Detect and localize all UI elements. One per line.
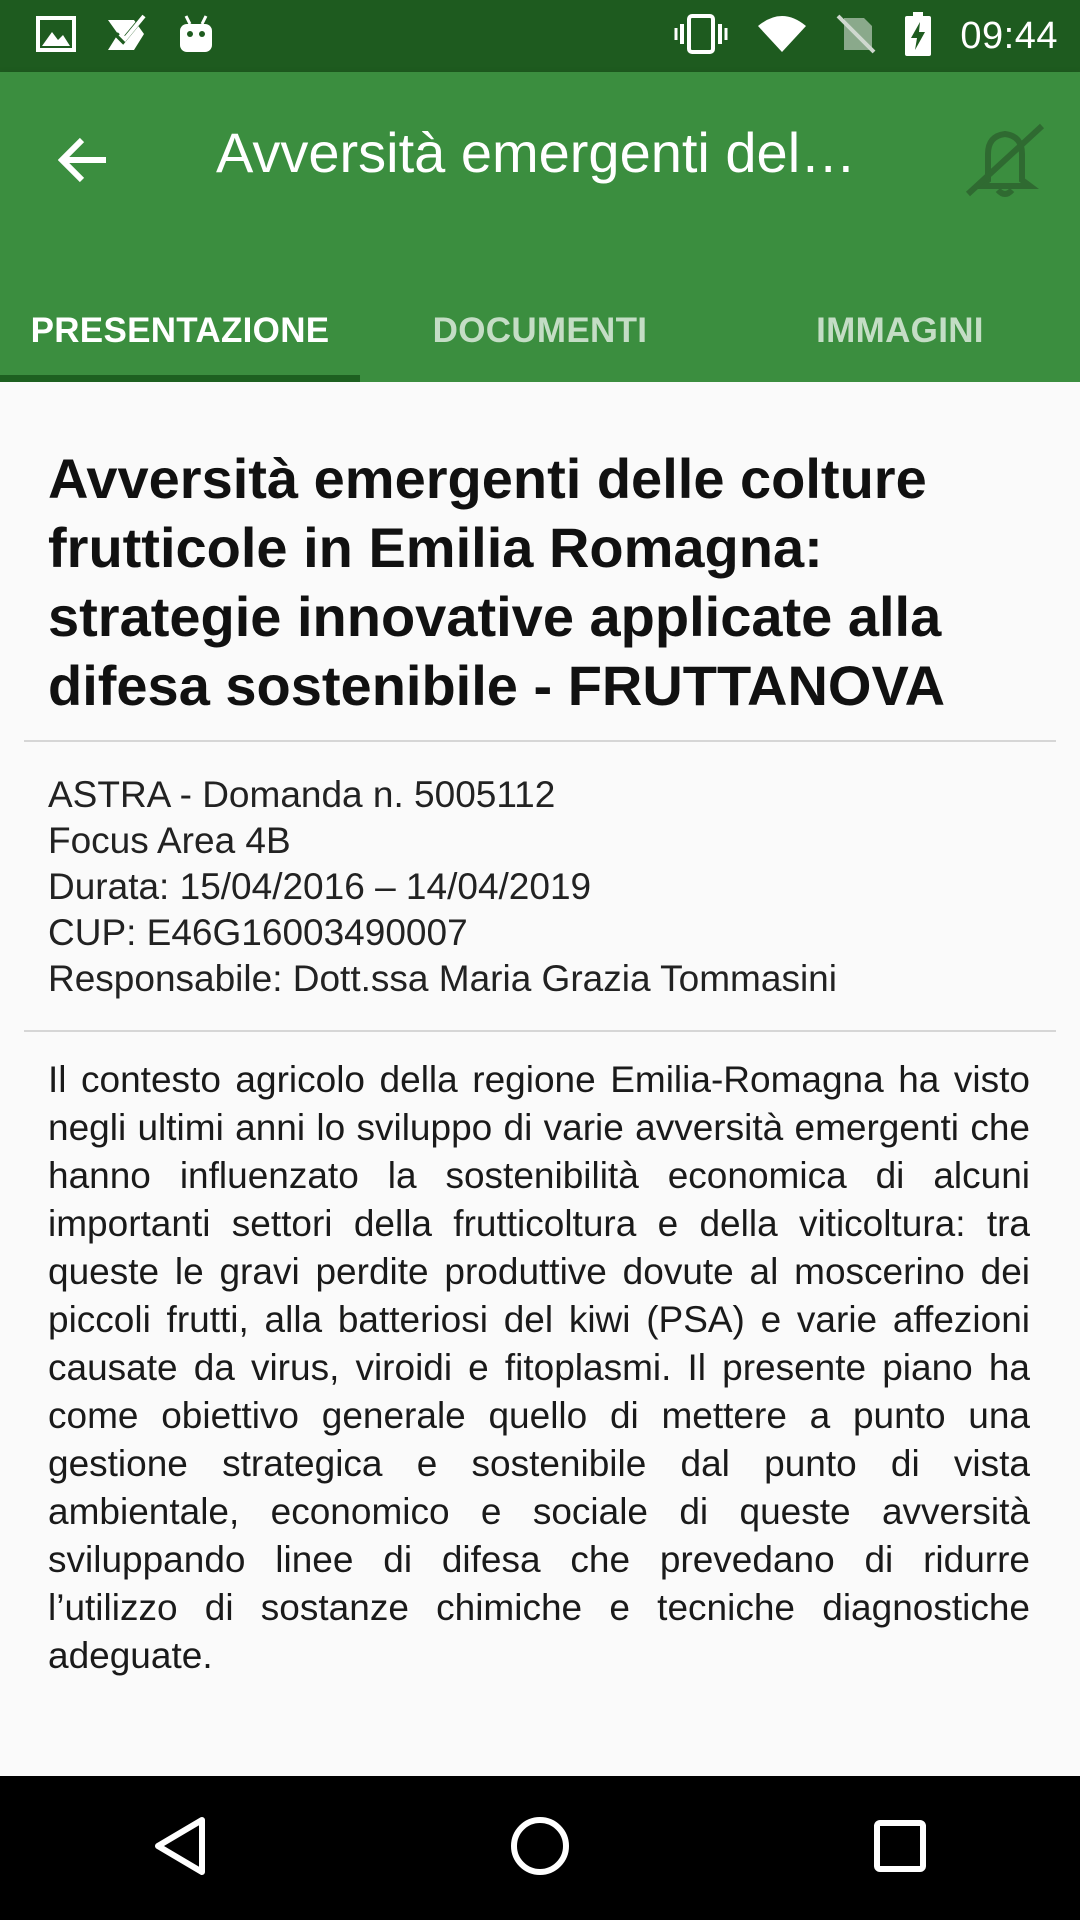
meta-line-durata: Durata: 15/04/2016 – 14/04/2019 [48,866,592,907]
project-meta [48,772,1038,1002]
toolbar [0,72,1080,240]
divider [24,740,1056,742]
project-title: Avversità emergenti delle colture frutticole in Emilia Romagna: strategie innovative applicate alla difesa sostenibile - FRUTTANOVA [48,447,946,717]
arrow-back-icon [58,136,110,189]
app-bar [0,72,1080,382]
navigation-bar [0,1776,1080,1920]
battery-charging-icon [904,12,932,61]
meta-line-focus-area: Focus Area 4B [48,820,291,861]
recents-square-icon [873,1819,927,1878]
nav-recents-button[interactable] [840,1788,960,1908]
home-circle-icon [510,1816,570,1881]
wifi-icon [756,14,808,59]
project-description: Il contesto agricolo della regione Emilia-Romagna ha visto negli ultimi anni lo sviluppo di varie avversità emergenti che hanno influenzato la sostenibilità economica di alcuni importanti settori della frutticoltura e della viticoltura: tra queste le gravi perdite produttive dovute al moscerino dei piccoli frutti, alla batteriosi del kiwi (PSA) e varie affezioni causate da virus, viroidi e fitoplasmi. Il presente piano ha come obiettivo generale quello di mettere a punto una gestione strategica e sostenibile dal punto di vista ambientale, economico e sociale di queste avversità sviluppando linee di difesa che prevedano di ridurre l’utilizzo di sostanze chimiche e tecniche diagnostiche adeguate. [48,1059,1030,1676]
no-sim-icon [836,14,876,59]
status-time: 09:44 [960,14,1058,57]
meta-line-domanda: ASTRA - Domanda n. 5005112 [48,774,556,815]
tab-presentazione[interactable]: PRESENTAZIONE [0,280,360,382]
image-icon [36,16,76,57]
tab-documenti[interactable]: DOCUMENTI [432,311,648,350]
vibrate-icon [674,14,728,59]
app-title: Avversità emergenti del… [216,121,857,184]
tab-bar [0,280,1080,382]
bell-off-icon [962,122,1048,203]
check-icon [106,14,148,59]
nav-back-button[interactable] [120,1788,240,1908]
status-bar [0,0,1080,72]
meta-line-cup: CUP: E46G16003490007 [48,912,468,953]
back-triangle-icon [152,1816,208,1881]
presentation-content[interactable] [0,382,1080,1776]
notifications-toggle-button[interactable] [955,112,1055,212]
tab-immagini[interactable]: IMMAGINI [816,311,984,350]
nav-home-button[interactable] [480,1788,600,1908]
android-icon [178,14,214,59]
meta-line-responsabile: Responsabile: Dott.ssa Maria Grazia Tommasini [48,958,837,999]
divider [24,1030,1056,1032]
back-button[interactable] [40,118,128,206]
